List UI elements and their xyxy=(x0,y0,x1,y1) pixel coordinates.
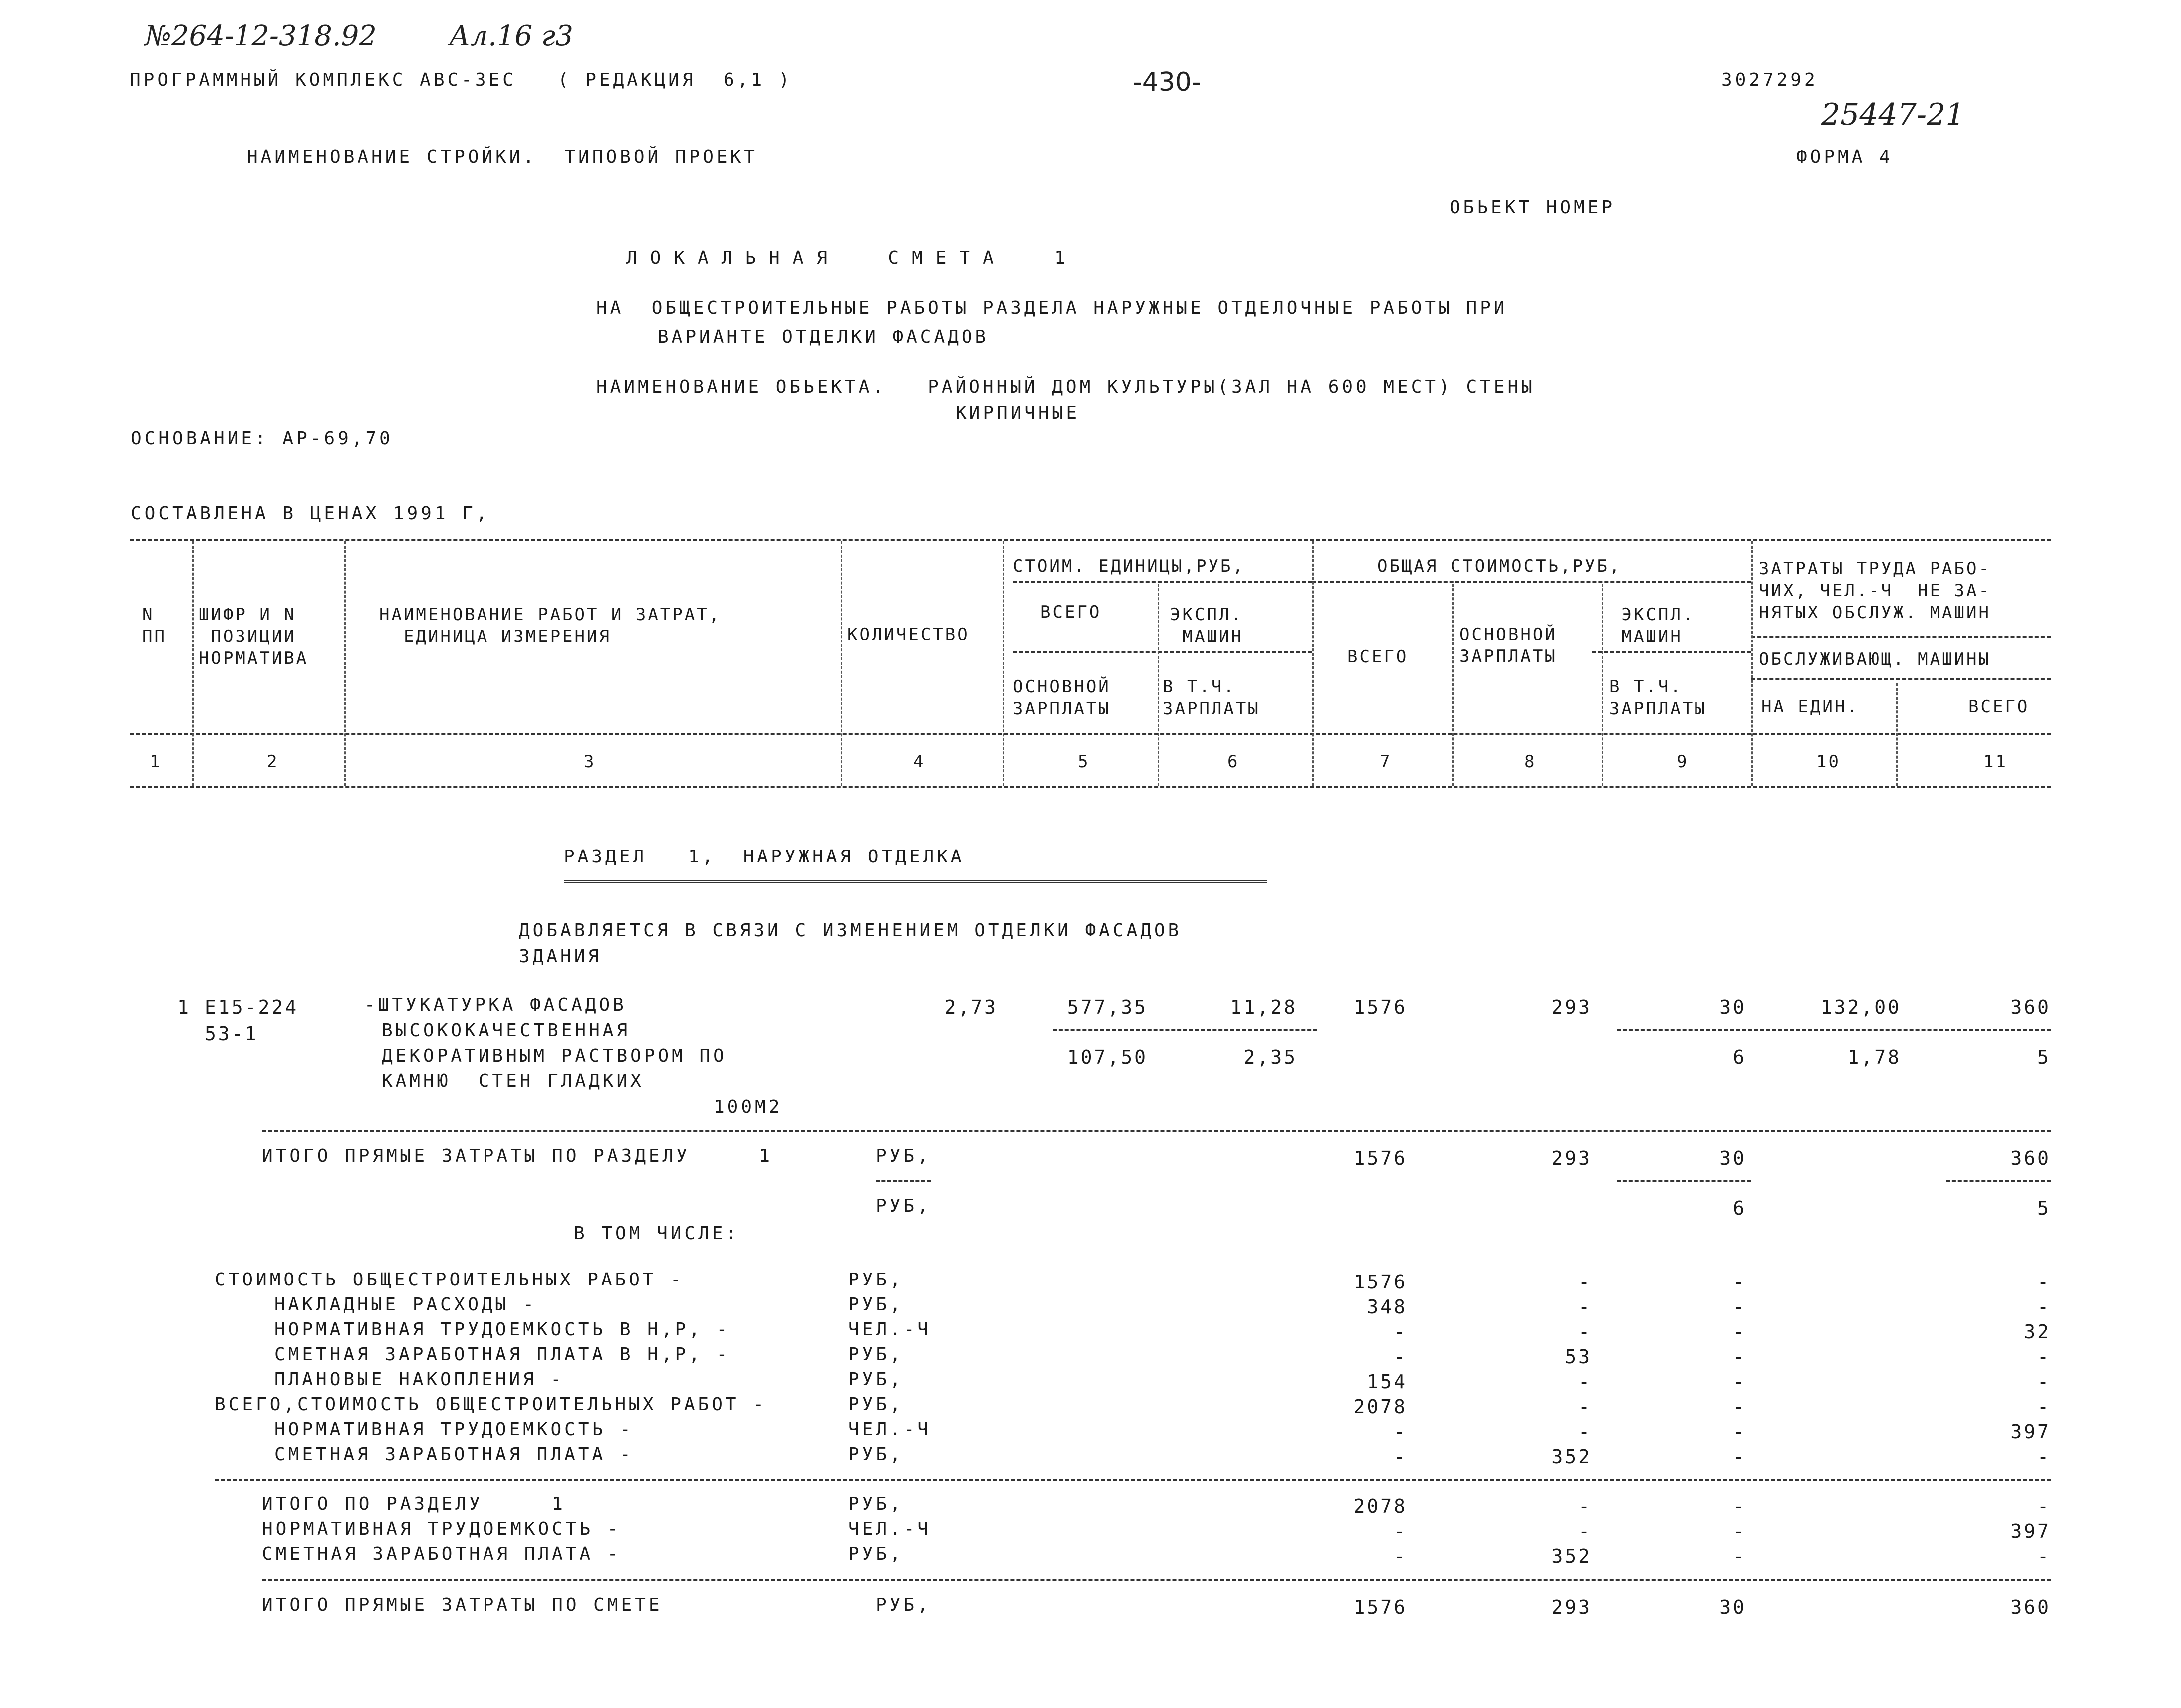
item-code-2: 53-1 xyxy=(205,1023,258,1045)
row-unit: РУБ, xyxy=(848,1369,904,1390)
row-label: НОРМАТИВНАЯ ТРУДОЕМКОСТЬ В Н,Р, - xyxy=(274,1319,730,1340)
row-unit: РУБ, xyxy=(848,1394,904,1415)
column-divider xyxy=(344,541,346,786)
direct-costs-subrule xyxy=(1617,1180,1751,1182)
header-subrule xyxy=(1592,651,1751,653)
header-col-4: КОЛИЧЕСТВО xyxy=(847,625,969,644)
col-number: 9 xyxy=(1677,752,1689,772)
final-total-machines: 30 xyxy=(1719,1596,1746,1618)
col-number: 1 xyxy=(150,752,162,772)
row-machines: - xyxy=(1733,1446,1746,1468)
row-machines: - xyxy=(1733,1321,1746,1343)
row-unit: РУБ, xyxy=(848,1494,904,1514)
row-labor: - xyxy=(2037,1296,2051,1318)
row-machines: - xyxy=(1733,1371,1746,1393)
row-unit: ЧЕЛ.-Ч xyxy=(848,1319,932,1340)
item-unit-wage: 107,50 xyxy=(1067,1046,1148,1068)
row-label: СМЕТНАЯ ЗАРАБОТНАЯ ПЛАТА В Н,Р, - xyxy=(274,1344,730,1365)
row-label: НОРМАТИВНАЯ ТРУДОЕМКОСТЬ - xyxy=(274,1419,634,1440)
final-total-labor: 360 xyxy=(2010,1596,2051,1618)
program-line: ПРОГРАММНЫЙ КОМПЛЕКС АВС-3ЕС ( РЕДАКЦИЯ 6,1 ) xyxy=(130,70,793,90)
row-labor: - xyxy=(2037,1495,2051,1517)
row-label: СМЕТНАЯ ЗАРАБОТНАЯ ПЛАТА - xyxy=(262,1544,621,1564)
header-labor: ЗАТРАТЫ ТРУДА РАБО- ЧИХ, ЧЕЛ.-Ч НЕ ЗА- НЯТЫХ ОБСЛУЖ. МАШИН xyxy=(1759,559,1991,623)
row-labor: 397 xyxy=(2010,1421,2051,1443)
section-note-1: ДОБАВЛЯЕТСЯ В СВЯЗИ С ИЗМЕНЕНИЕМ ОТДЕЛКИ ФАСАДОВ xyxy=(519,920,1182,941)
item-labor-machine-total: 5 xyxy=(2037,1046,2051,1068)
header-col-5b: ОСНОВНОЙ ЗАРПЛАТЫ xyxy=(1013,677,1111,719)
header-subrule xyxy=(1013,651,1312,653)
final-total-unit: РУБ, xyxy=(876,1595,931,1615)
purpose-line-1: НА ОБЩЕСТРОИТЕЛЬНЫЕ РАБОТЫ РАЗДЕЛА НАРУЖНЫЕ ОТДЕЛОЧНЫЕ РАБОТЫ ПРИ xyxy=(596,298,1508,318)
row-total: - xyxy=(1394,1520,1407,1542)
col-number: 11 xyxy=(1983,752,2008,772)
form-number: ФОРМА 4 xyxy=(1796,147,1893,167)
header-col-6b: В Т.Ч. ЗАРПЛАТЫ xyxy=(1163,677,1260,719)
object-number: ОБЬЕКТ НОМЕР xyxy=(1450,197,1616,217)
column-divider xyxy=(1158,584,1159,786)
direct-costs-rule xyxy=(262,1130,2051,1132)
final-total-wage: 293 xyxy=(1551,1596,1592,1618)
row-wage: 53 xyxy=(1565,1346,1592,1368)
direct-costs-subrule xyxy=(1946,1180,2051,1182)
doc-code: 3027292 xyxy=(1721,70,1818,90)
item-name-1: -ШТУКАТУРКА ФАСАДОВ xyxy=(364,995,627,1015)
row-unit: ЧЕЛ.-Ч xyxy=(848,1419,932,1440)
row-total: 1576 xyxy=(1353,1271,1407,1293)
item-unit-machines: 11,28 xyxy=(1230,996,1297,1018)
table-header-rule xyxy=(130,733,2051,735)
table-numbers-rule xyxy=(130,786,2051,788)
header-col-8: ОСНОВНОЙ ЗАРПЛАТЫ xyxy=(1459,625,1557,667)
row-wage: - xyxy=(1578,1421,1592,1443)
direct-costs-total: 1576 xyxy=(1353,1147,1407,1169)
col-number: 5 xyxy=(1078,752,1090,772)
item-quantity: 2,73 xyxy=(944,996,998,1018)
row-total: - xyxy=(1394,1321,1407,1343)
handwritten-doc-number: №264-12-318.92 xyxy=(145,20,377,52)
row-label: СМЕТНАЯ ЗАРАБОТНАЯ ПЛАТА - xyxy=(274,1444,634,1465)
header-col-1: N ПП xyxy=(142,605,167,647)
row-labor: - xyxy=(2037,1396,2051,1418)
basis: ОСНОВАНИЕ: АР-69,70 xyxy=(131,428,393,449)
row-label: СТОИМОСТЬ ОБЩЕСТРОИТЕЛЬНЫХ РАБОТ - xyxy=(215,1270,684,1290)
row-unit: РУБ, xyxy=(848,1444,904,1465)
col-number: 4 xyxy=(913,752,926,772)
section-title: РАЗДЕЛ 1, НАРУЖНАЯ ОТДЕЛКА xyxy=(564,847,965,867)
final-total-label: ИТОГО ПРЯМЫЕ ЗАТРАТЫ ПО СМЕТЕ xyxy=(262,1595,663,1615)
row-total: - xyxy=(1394,1545,1407,1567)
row-unit: РУБ, xyxy=(848,1294,904,1315)
row-wage: 352 xyxy=(1551,1545,1592,1567)
item-labor-total: 360 xyxy=(2010,996,2051,1018)
direct-costs-label: ИТОГО ПРЯМЫЕ ЗАТРАТЫ ПО РАЗДЕЛУ 1 xyxy=(262,1146,773,1166)
header-subrule xyxy=(1013,581,1312,583)
row-total: 2078 xyxy=(1353,1396,1407,1418)
col-number: 2 xyxy=(267,752,279,772)
row-machines: - xyxy=(1733,1520,1746,1542)
column-divider xyxy=(192,541,194,786)
object-name-line-1: НАИМЕНОВАНИЕ ОБЬЕКТА. РАЙОННЫЙ ДОМ КУЛЬТУРЫ(ЗАЛ НА 600 МЕСТ) СТЕНЫ xyxy=(596,377,1535,397)
column-divider xyxy=(1896,683,1898,786)
handwritten-page-number: -430- xyxy=(1133,67,1201,97)
item-name-4: КАМНЮ СТЕН ГЛАДКИХ xyxy=(382,1071,644,1091)
item-unit: 100М2 xyxy=(714,1097,783,1117)
handwritten-code: 25447-21 xyxy=(1821,97,1965,132)
col-number: 10 xyxy=(1816,752,1841,772)
section-note-2: ЗДАНИЯ xyxy=(519,946,602,967)
row-machines: - xyxy=(1733,1296,1746,1318)
item-labor-unit: 132,00 xyxy=(1820,996,1901,1018)
header-subrule xyxy=(1751,678,2051,680)
col-number: 6 xyxy=(1227,752,1240,772)
item-name-2: ВЫСОКОКАЧЕСТВЕННАЯ xyxy=(382,1020,631,1041)
header-col-10: НА ЕДИН. xyxy=(1761,697,1859,717)
item-unit-total: 577,35 xyxy=(1067,996,1148,1018)
row-total: - xyxy=(1394,1421,1407,1443)
document-title: ЛОКАЛЬНАЯ СМЕТА 1 xyxy=(626,248,1078,268)
column-divider xyxy=(1312,541,1314,786)
item-total-machines: 30 xyxy=(1719,996,1746,1018)
header-col-7: ВСЕГО xyxy=(1347,647,1409,667)
col-number: 3 xyxy=(584,752,596,772)
object-name-line-2: КИРПИЧНЫЕ xyxy=(956,403,1080,423)
item-name-3: ДЕКОРАТИВНЫМ РАСТВОРОМ ПО xyxy=(382,1046,727,1066)
purpose-line-2: ВАРИАНТЕ ОТДЕЛКИ ФАСАДОВ xyxy=(658,327,989,347)
item-total-machine-wage: 6 xyxy=(1733,1046,1746,1068)
section-total-rule xyxy=(262,1579,2051,1581)
item-subrule xyxy=(1617,1029,2051,1031)
row-labor: 32 xyxy=(2024,1321,2051,1343)
row-machines: - xyxy=(1733,1346,1746,1368)
row-label: НАКЛАДНЫЕ РАСХОДЫ - xyxy=(274,1294,537,1315)
row-wage: - xyxy=(1578,1495,1592,1517)
header-unit-cost: СТОИМ. ЕДИНИЦЫ,РУБ, xyxy=(1013,556,1245,576)
row-label: ВСЕГО,СТОИМОСТЬ ОБЩЕСТРОИТЕЛЬНЫХ РАБОТ - xyxy=(215,1394,767,1415)
row-unit: РУБ, xyxy=(848,1544,904,1564)
row-machines: - xyxy=(1733,1545,1746,1567)
row-total: 154 xyxy=(1367,1371,1407,1393)
direct-costs-labor: 360 xyxy=(2010,1147,2051,1169)
table-top-rule xyxy=(130,539,2051,541)
header-subrule xyxy=(1751,636,2051,638)
direct-costs-subrule xyxy=(876,1180,931,1182)
header-col-9: ЭКСПЛ. МАШИН xyxy=(1621,605,1695,647)
row-labor: - xyxy=(2037,1446,2051,1468)
header-labor-machines: ОБСЛУЖИВАЮЩ. МАШИНЫ xyxy=(1759,649,1991,669)
column-divider xyxy=(1003,541,1004,786)
direct-costs-machine-wage: 6 xyxy=(1733,1197,1746,1219)
row-unit: РУБ, xyxy=(848,1270,904,1290)
row-machines: - xyxy=(1733,1271,1746,1293)
row-labor: - xyxy=(2037,1371,2051,1393)
direct-costs-unit: РУБ, xyxy=(876,1146,931,1166)
row-total: 2078 xyxy=(1353,1495,1407,1517)
item-total: 1576 xyxy=(1353,996,1407,1018)
row-machines: - xyxy=(1733,1495,1746,1517)
direct-costs-unit-2: РУБ, xyxy=(876,1196,931,1216)
row-total: 348 xyxy=(1367,1296,1407,1318)
row-wage: - xyxy=(1578,1520,1592,1542)
row-wage: - xyxy=(1578,1296,1592,1318)
summary-rule xyxy=(215,1479,2051,1481)
row-total: - xyxy=(1394,1346,1407,1368)
header-col-3: НАИМЕНОВАНИЕ РАБОТ И ЗАТРАТ, ЕДИНИЦА ИЗМЕРЕНИЯ xyxy=(379,605,722,647)
final-total-total: 1576 xyxy=(1353,1596,1407,1618)
handwritten-sheet: Ал.16 г3 xyxy=(449,20,573,52)
direct-costs-wage: 293 xyxy=(1551,1147,1592,1169)
including-label: В ТОМ ЧИСЛЕ: xyxy=(574,1223,740,1244)
row-labor: - xyxy=(2037,1271,2051,1293)
row-wage: - xyxy=(1578,1321,1592,1343)
column-divider xyxy=(1602,584,1603,786)
header-col-2: ШИФР И N ПОЗИЦИИ НОРМАТИВА xyxy=(199,605,309,669)
header-col-9b: В Т.Ч. ЗАРПЛАТЫ xyxy=(1609,677,1707,719)
row-total: - xyxy=(1394,1446,1407,1468)
row-wage: - xyxy=(1578,1271,1592,1293)
row-labor: - xyxy=(2037,1346,2051,1368)
row-wage: - xyxy=(1578,1371,1592,1393)
row-unit: РУБ, xyxy=(848,1344,904,1365)
price-level: СОСТАВЛЕНА В ЦЕНАХ 1991 Г, xyxy=(131,503,490,524)
item-code-1: Е15-224 xyxy=(205,996,299,1018)
direct-costs-machines: 30 xyxy=(1719,1147,1746,1169)
header-subrule xyxy=(1312,581,1751,583)
row-wage: 352 xyxy=(1551,1446,1592,1468)
item-number: 1 xyxy=(177,996,191,1018)
item-total-wage: 293 xyxy=(1551,996,1592,1018)
column-divider xyxy=(1751,541,1753,786)
header-col-5a: ВСЕГО xyxy=(1040,602,1102,622)
row-labor: 397 xyxy=(2010,1520,2051,1542)
header-col-11: ВСЕГО xyxy=(1968,697,2030,717)
site-label: НАИМЕНОВАНИЕ СТРОЙКИ. ТИПОВОЙ ПРОЕКТ xyxy=(247,147,758,167)
row-label: НОРМАТИВНАЯ ТРУДОЕМКОСТЬ - xyxy=(262,1519,621,1539)
column-divider xyxy=(1452,584,1454,786)
row-labor: - xyxy=(2037,1545,2051,1567)
row-label: ПЛАНОВЫЕ НАКОПЛЕНИЯ - xyxy=(274,1369,565,1390)
row-machines: - xyxy=(1733,1396,1746,1418)
row-machines: - xyxy=(1733,1421,1746,1443)
item-subrule xyxy=(1053,1029,1317,1031)
row-wage: - xyxy=(1578,1396,1592,1418)
section-underline xyxy=(564,880,1267,883)
header-col-6a: ЭКСПЛ. МАШИН xyxy=(1170,605,1243,647)
row-label: ИТОГО ПО РАЗДЕЛУ 1 xyxy=(262,1494,566,1514)
item-unit-machine-wage: 2,35 xyxy=(1243,1046,1297,1068)
col-number: 8 xyxy=(1524,752,1537,772)
item-labor-machine-unit: 1,78 xyxy=(1847,1046,1901,1068)
header-total-cost: ОБЩАЯ СТОИМОСТЬ,РУБ, xyxy=(1377,556,1622,576)
col-number: 7 xyxy=(1380,752,1392,772)
direct-costs-labor-machines: 5 xyxy=(2037,1197,2051,1219)
column-divider xyxy=(841,541,842,786)
row-unit: ЧЕЛ.-Ч xyxy=(848,1519,932,1539)
